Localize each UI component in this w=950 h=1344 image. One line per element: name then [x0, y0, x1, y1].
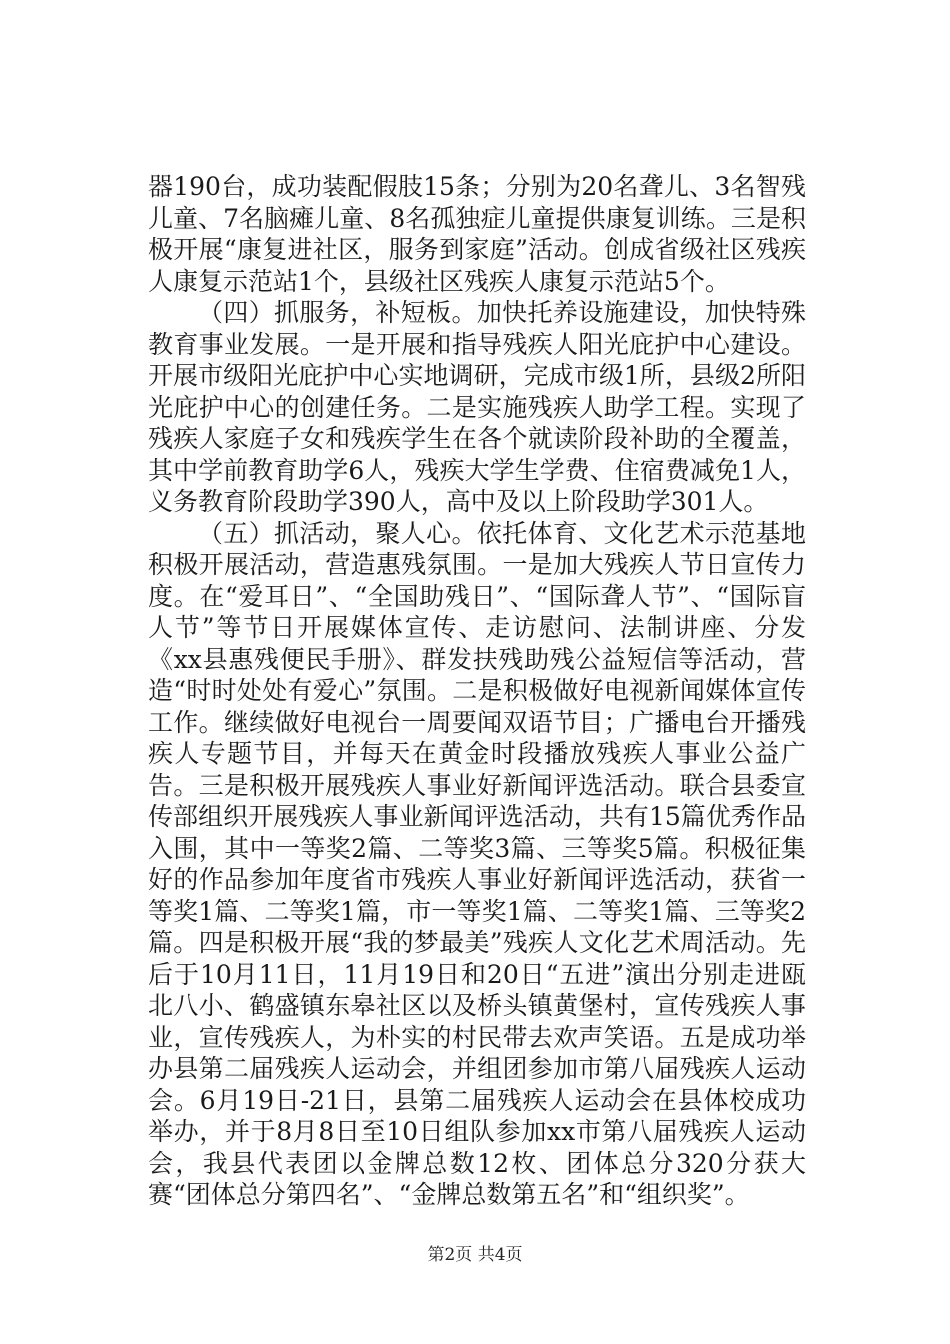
- paragraph-rehab-continued: 器190台，成功装配假肢15条；分别为20名聋儿、3名智残儿童、7名脑瘫儿童、8名孤独症儿童提供康复训练。三是积极开展“康复进社区，服务到家庭”活动。创成省级社区残疾人康复示范站1个，县级社区残疾人康复示范站5个。: [148, 172, 806, 296]
- document-body: [148, 171, 806, 1211]
- paragraph-services: （四）抓服务，补短板。加快托养设施建设，加快特殊教育事业发展。一是开展和指导残疾人阳光庇护中心建设。开展市级阳光庇护中心实地调研，完成市级1所，县级2所阳光庇护中心的创建任务。二是实施残疾人助学工程。实现了残疾人家庭子女和残疾学生在各个就读阶段补助的全覆盖，其中学前教育助学6人，残疾大学生学费、住宿费减免1人，义务教育阶段助学390人，高中及以上阶段助学301人。: [148, 298, 806, 516]
- paragraph-activities: （五）抓活动，聚人心。依托体育、文化艺术示范基地积极开展活动，营造惠残氛围。一是加大残疾人节日宣传力度。在“爱耳日”、“全国助残日”、“国际聋人节”、“国际盲人节”等节日开展媒体宣传、走访慰问、法制讲座、分发《xx县惠残便民手册》、群发扶残助残公益短信等活动，营造“时时处处有爱心”氛围。二是积极做好电视新闻媒体宣传工作。继续做好电视台一周要闻双语节目；广播电台开播残疾人专题节目，并每天在黄金时段播放残疾人事业公益广告。三是积极开展残疾人事业好新闻评选活动。联合县委宣传部组织开展残疾人事业新闻评选活动，共有15篇优秀作品入围，其中一等奖2篇、二等奖3篇、三等奖5篇。积极征集好的作品参加年度省市残疾人事业好新闻评选活动，获省一等奖1篇、二等奖1篇，市一等奖1篇、二等奖1篇、三等奖2篇。四是积极开展“我的梦最美”残疾人文化艺术周活动。先后于10月11日，11月19日和20日“五进”演出分别走进瓯北八小、鹤盛镇东皋社区以及桥头镇黄堡村，宣传残疾人事业，宣传残疾人，为朴实的村民带去欢声笑语。五是成功举办县第二届残疾人运动会，并组团参加市第八届残疾人运动会。6月19日-21日，县第二届残疾人运动会在县体校成功举办，并于8月8日至10日组队参加xx市第八届残疾人运动会，我县代表团以金牌总数12枚、团体总分320分获大赛“团体总分第四名”、“金牌总数第五名”和“组织奖”。: [148, 518, 806, 1209]
- page-number-footer: 第2页 共4页: [427, 1245, 523, 1265]
